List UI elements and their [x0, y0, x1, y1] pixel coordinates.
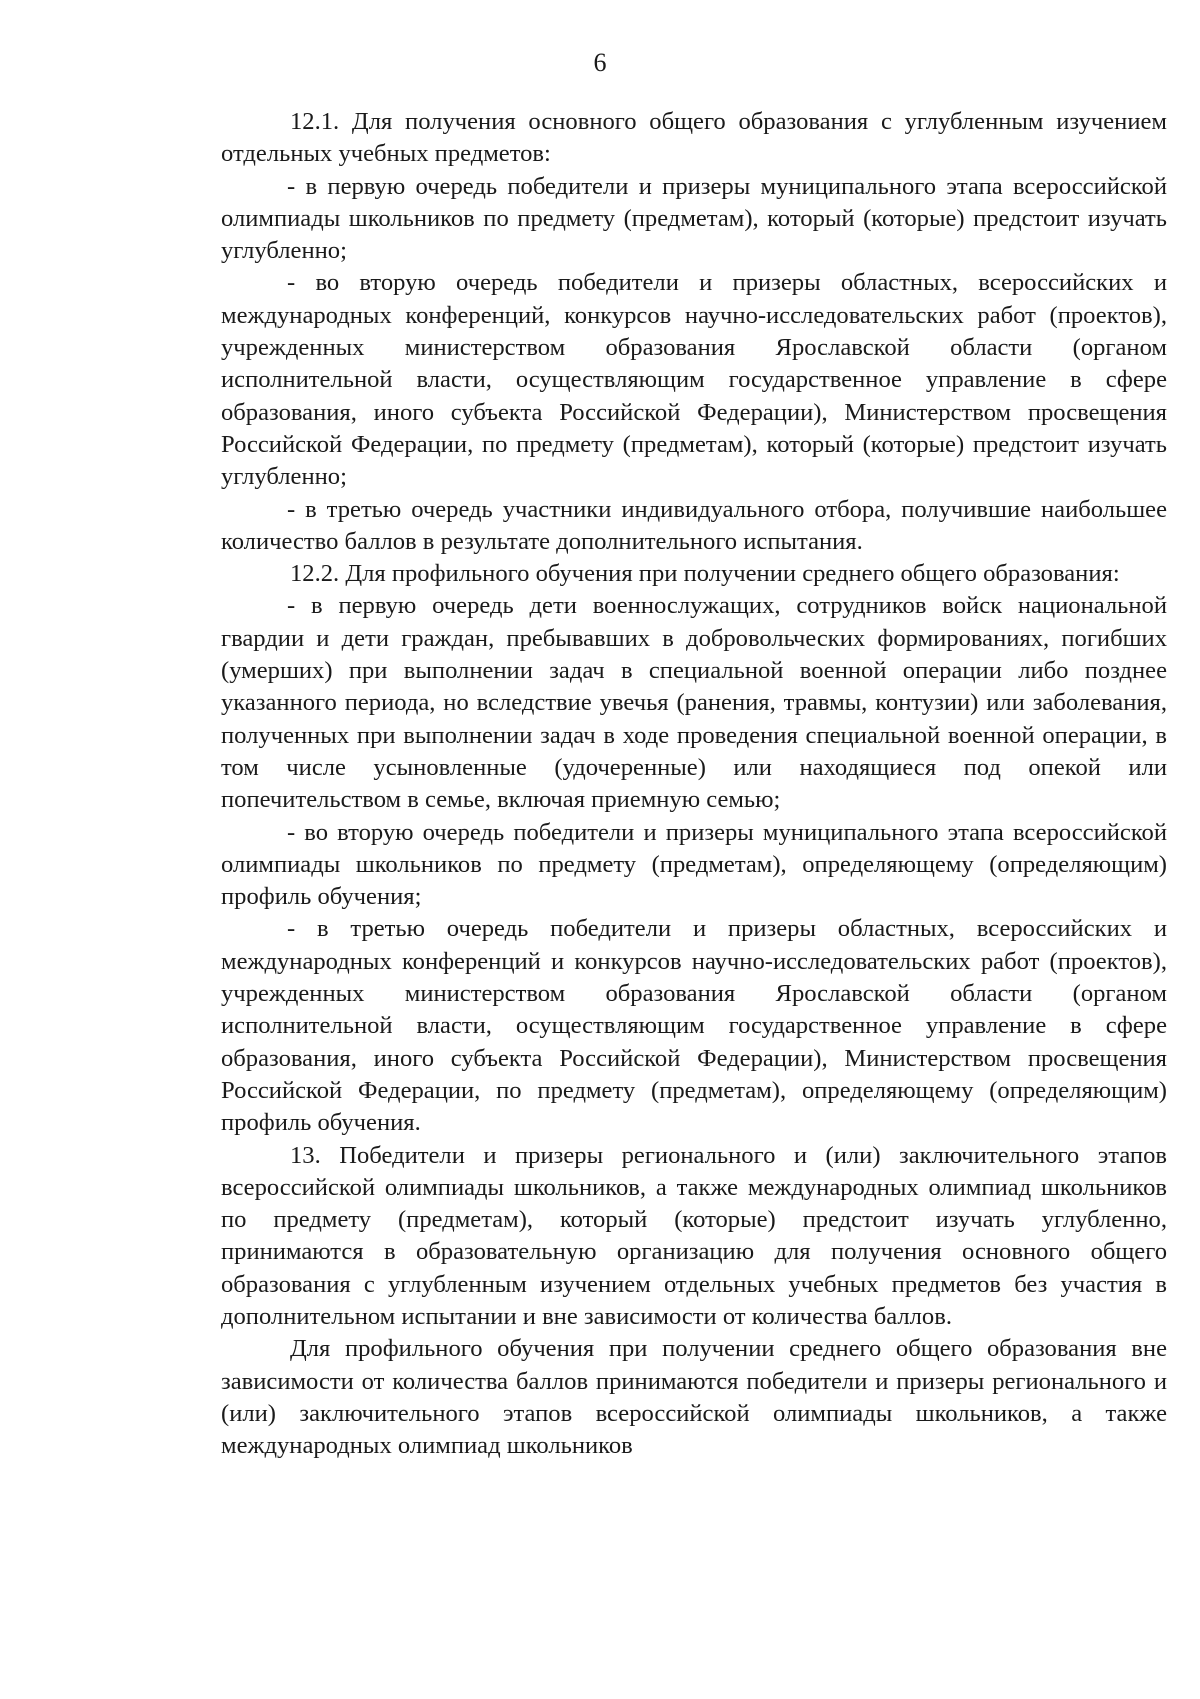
page-number: 6 [593, 48, 607, 77]
paragraph-12-2: 12.2. Для профильного обучения при получении среднего общего образования: [290, 560, 1120, 588]
list-item: - в третью очередь участники индивидуального отбора, получившие наибольшее количество баллов в результате дополнительного испытания. [221, 495, 1167, 555]
list-item: - в третью очередь победители и призеры областных, всероссийских и международных конференций и конкурсов научно-исследовательских работ (проектов), учрежденных министерством образования Ярославской области (органом исполнительной власти, осуществляющим государственное управление в сфере образования, иного субъекта Российской Федерации), Министерством просвещения Российской Федерации, по предмету (предметам), определяющему (определяющим) профиль обучения. [221, 915, 1167, 1137]
paragraph-13-continued: Для профильного обучения при получении среднего общего образования вне зависимости от количества баллов принимаются победители и призеры регионального и (или) заключительного этапов всероссийской олимпиады школьников, а также международных олимпиад школьников [221, 1335, 1167, 1460]
paragraph-12-1: 12.1. Для получения основного общего образования с углубленным изучением отдельных учебных предметов: [221, 108, 1167, 168]
list-item: - во вторую очередь победители и призеры областных, всероссийских и международных конференций, конкурсов научно-исследовательских работ (проектов), учрежденных министерством образования Ярославской области (органом исполнительной власти, осуществляющим государственное управление в сфере образования, иного субъекта Российской Федерации), Министерством просвещения Российской Федерации, по предмету (предметам), который (которые) предстоит изучать углубленно; [221, 269, 1167, 491]
list-item: - во вторую очередь победители и призеры муниципального этапа всероссийской олимпиады школьников по предмету (предметам), определяющему (определяющим) профиль обучения; [221, 818, 1167, 911]
paragraph-13: 13. Победители и призеры регионального и (или) заключительного этапов всероссийской олимпиады школьников, а также международных олимпиад школьников по предмету (предметам), который (которые) предстоит изучать углубленно, принимаются в образовательную организацию для получения основного общего образования с углубленным изучением отдельных учебных предметов без участия в дополнительном испытании и вне зависимости от количества баллов. [221, 1141, 1167, 1330]
list-item: - в первую очередь победители и призеры муниципального этапа всероссийской олимпиады школьников по предмету (предметам), который (которые) предстоит изучать углубленно; [221, 172, 1167, 265]
document-body [221, 106, 1167, 1462]
list-item: - в первую очередь дети военнослужащих, сотрудников войск национальной гвардии и дети граждан, пребывавших в добровольческих формированиях, погибших (умерших) при выполнении задач в специальной военной операции либо позднее указанного периода, но вследствие увечья (ранения, травмы, контузии) или заболевания, полученных при выполнении задач в ходе проведения специальной военной операции, в том числе усыновленные (удочеренные) или находящиеся под опекой или попечительством в семье, включая приемную семью; [221, 592, 1167, 814]
